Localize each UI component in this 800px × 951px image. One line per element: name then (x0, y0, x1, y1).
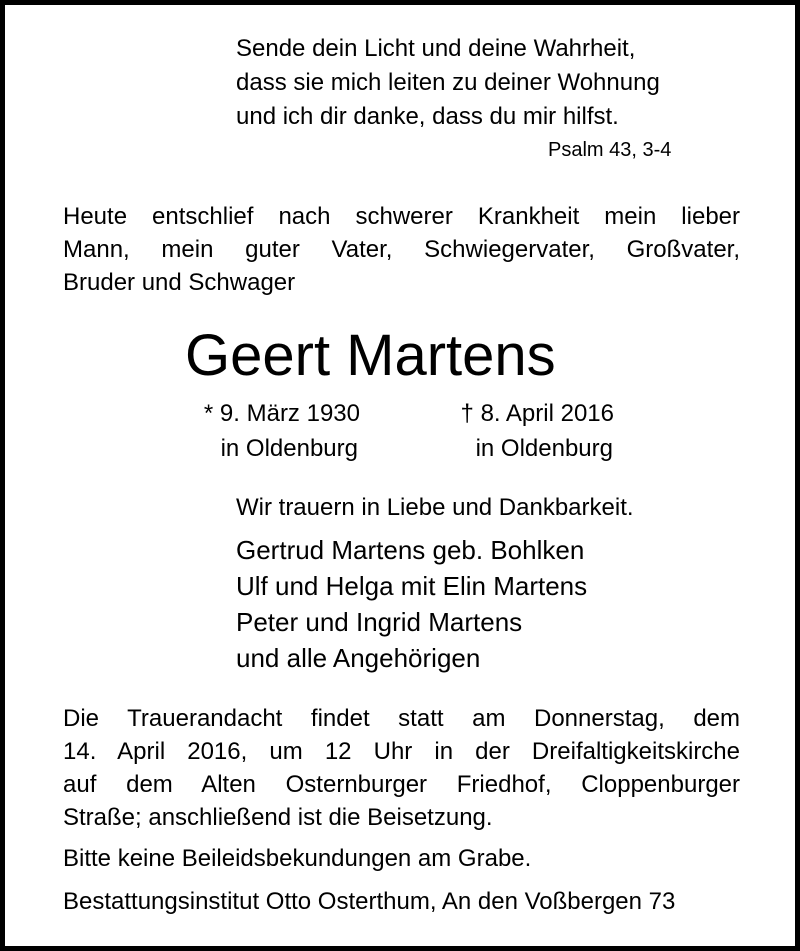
mourner-name: Ulf und Helga mit Elin Martens (236, 571, 588, 601)
condolence-request: Bitte keine Beileidsbekundungen am Grabe. (63, 845, 532, 872)
funeral-home: Bestattungsinstitut Otto Osterthum, An den Voßbergen 73 (63, 888, 676, 915)
verse-line-1: Sende dein Licht und deine Wahrheit, (236, 35, 636, 62)
birth-place: in Oldenburg (220, 435, 358, 462)
deceased-name: Geert Martens (185, 323, 556, 388)
mourners-intro: Wir trauern in Liebe und Dankbarkeit. (236, 494, 634, 521)
announcement-line-2: Mann, mein guter Vater, Schwiegervater, Großvater, (63, 236, 740, 263)
mourner-name: und alle Angehörigen (236, 643, 481, 673)
announcement-line-1: Heute entschlief nach schwerer Krankheit mein lieber (63, 203, 740, 230)
service-line-3: auf dem Alten Osternburger Friedhof, Cloppenburger (63, 771, 740, 798)
death-date: † 8. April 2016 (460, 400, 614, 427)
service-line-4: Straße; anschließend ist die Beisetzung. (63, 804, 493, 831)
service-line-1: Die Trauerandacht findet statt am Donnerstag, dem (63, 705, 740, 732)
announcement-line-3: Bruder und Schwager (63, 269, 296, 296)
mourner-name: Gertrud Martens geb. Bohlken (236, 535, 585, 565)
verse-reference: Psalm 43, 3-4 (548, 139, 672, 161)
birth-date: * 9. März 1930 (203, 400, 360, 427)
death-place: in Oldenburg (475, 435, 613, 462)
verse-line-3: und ich dir danke, dass du mir hilfst. (236, 103, 619, 130)
mourner-name: Peter und Ingrid Martens (236, 607, 523, 637)
verse-line-2: dass sie mich leiten zu deiner Wohnung (236, 69, 660, 96)
service-line-2: 14. April 2016, um 12 Uhr in der Dreifaltigkeitskirche (63, 738, 740, 765)
